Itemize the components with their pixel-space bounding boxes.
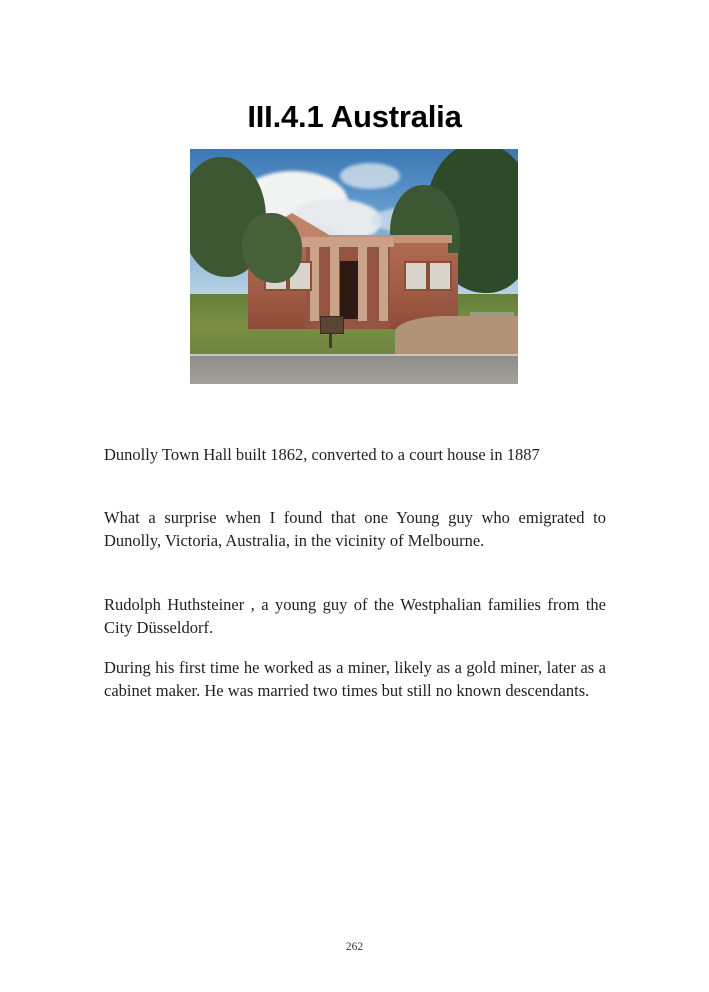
cloud	[340, 163, 400, 189]
column	[358, 247, 367, 321]
information-sign	[320, 316, 344, 334]
figure-caption: Dunolly Town Hall built 1862, converted to a court house in 1887	[104, 444, 540, 464]
body-paragraph-3: During his first time he worked as a miner, likely as a gold miner, later as a cabinet maker. He was married two times but still no known descendants.	[104, 657, 606, 701]
sign-post	[329, 332, 332, 348]
entrance-door	[340, 261, 358, 319]
dunolly-town-hall-photo	[190, 149, 518, 384]
window	[428, 261, 452, 291]
page-number: 262	[345, 941, 364, 953]
body-paragraph-2: Rudolph Huthsteiner , a young guy of the Westphalian families from the City Düsseldorf.	[104, 594, 606, 638]
page-title: III.4.1 Australia	[247, 98, 462, 134]
window	[404, 261, 428, 291]
road	[190, 356, 518, 384]
column	[379, 247, 388, 321]
shrub	[242, 213, 302, 283]
dirt-path	[395, 316, 518, 356]
body-paragraph-1: What a surprise when I found that one Young guy who emigrated to Dunolly, Victoria, Australia, in the vicinity of Melbourne.	[104, 507, 606, 551]
photo-scene	[190, 149, 518, 384]
entablature	[302, 237, 394, 247]
column	[330, 247, 339, 321]
